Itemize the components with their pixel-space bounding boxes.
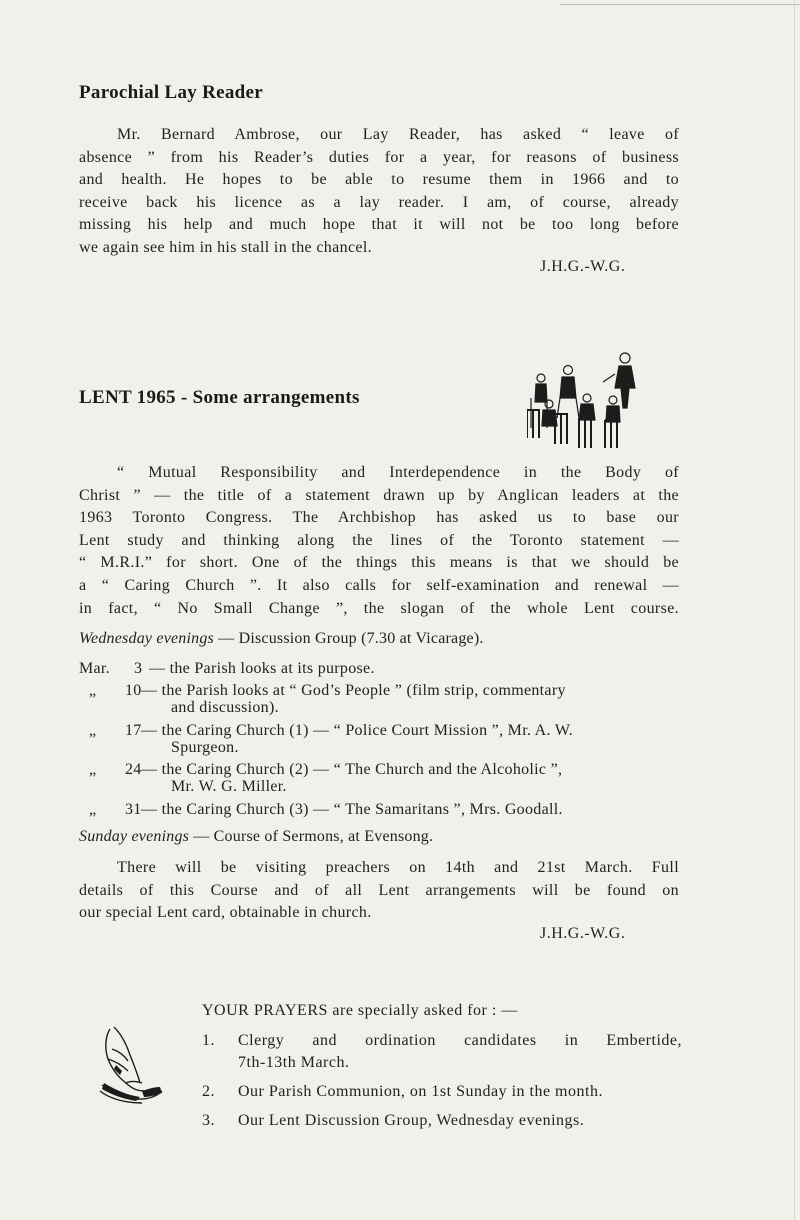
ditto-mark: „ <box>89 761 97 778</box>
day-number: 31 <box>125 801 142 818</box>
sunday-label: Sunday evenings <box>79 828 190 845</box>
text-line: 1963 Toronto Congress. The Archbishop has asked us to base our <box>79 509 679 527</box>
schedule-text-cont: and discussion). <box>171 699 279 716</box>
discussion-group-illustration <box>527 348 645 452</box>
text-line: missing his help and much hope that it will not be too long before <box>79 216 679 234</box>
text-line: and health. He hopes to be able to resume them in 1966 and to <box>79 171 679 189</box>
item-text: Clergy and ordination candidates in Embertide, <box>238 1032 682 1049</box>
day-number: 3 <box>134 660 143 677</box>
text-line: absence ” from his Reader’s duties for a year, for reasons of business <box>79 148 679 166</box>
text-line: a “ Caring Church ”. It also calls for self-examination and renewal — <box>79 576 679 594</box>
item-number: 3. <box>202 1112 215 1129</box>
wednesday-label: Wednesday evenings <box>79 630 214 647</box>
day-number: 24 <box>125 761 142 778</box>
text-line: “ Mutual Responsibility and Interdependence in the Body of <box>117 464 679 481</box>
item-text-cont: 7th-13th March. <box>238 1054 350 1071</box>
ditto-mark: „ <box>89 722 97 739</box>
right-edge-line <box>794 0 795 1220</box>
day-number: 17 <box>125 722 142 739</box>
ditto-mark: „ <box>89 682 97 699</box>
text-line: Christ ” — the title of a statement drawn up by Anglican leaders at the <box>79 486 679 504</box>
schedule-text-cont: Mr. W. G. Miller. <box>171 778 287 795</box>
schedule-text-cont: Spurgeon. <box>171 739 239 756</box>
wednesday-line <box>79 628 679 651</box>
text-line: we again see him in his stall in the chancel. <box>79 238 372 256</box>
sunday-detail: — Course of Sermons, at Evensong. <box>189 828 434 845</box>
item-number: 2. <box>202 1083 215 1100</box>
schedule-text: the Caring Church (3) — “ The Samaritans ”, Mrs. Goodall. <box>161 801 563 818</box>
wednesday-detail: — Discussion Group (7.30 at Vicarage). <box>213 630 484 647</box>
text-line: There will be visiting preachers on 14th and 21st March. Full <box>117 859 679 876</box>
item-number: 1. <box>202 1032 215 1049</box>
text-line: “ M.R.I.” for short. One of the things this means is that we should be <box>79 554 679 572</box>
ditto-mark: „ <box>89 801 97 818</box>
signature: J.H.G.-W.G. <box>540 258 626 275</box>
month-label: Mar. <box>79 660 110 677</box>
schedule-text: the Parish looks at its purpose. <box>169 660 375 677</box>
section-title-lay-reader: Parochial Lay Reader <box>79 82 264 103</box>
prayers-heading: YOUR PRAYERS are specially asked for : — <box>202 1002 518 1019</box>
text-line: receive back his licence as a lay reader. I am, of course, already <box>79 193 679 211</box>
schedule-text: the Parish looks at “ God’s People ” (film strip, commentary <box>161 682 566 699</box>
dash: — <box>141 761 162 778</box>
text-line: Lent study and thinking along the lines of the Toronto statement — <box>79 531 679 549</box>
dash: — <box>141 722 162 739</box>
schedule-text: the Caring Church (2) — “ The Church and the Alcoholic ”, <box>161 761 563 778</box>
sunday-line <box>79 826 679 849</box>
text-line: details of this Course and of all Lent arrangements will be found on <box>79 881 679 899</box>
signature: J.H.G.-W.G. <box>540 925 626 942</box>
section-title-lent: LENT 1965 - Some arrangements <box>79 387 360 408</box>
top-edge-line <box>560 4 800 5</box>
schedule-text: the Caring Church (1) — “ Police Court Mission ”, Mr. A. W. <box>161 722 574 739</box>
item-text: Our Parish Communion, on 1st Sunday in the month. <box>238 1083 603 1100</box>
day-number: 10 <box>125 682 142 699</box>
lay-reader-paragraph <box>79 124 679 260</box>
closing-paragraph <box>79 857 679 925</box>
lent-intro-paragraph <box>79 462 679 620</box>
dash: — <box>141 682 162 699</box>
text-line: in fact, “ No Small Change ”, the slogan of the whole Lent course. <box>79 599 679 617</box>
item-text: Our Lent Discussion Group, Wednesday evenings. <box>238 1112 585 1129</box>
text-line: Mr. Bernard Ambrose, our Lay Reader, has asked “ leave of <box>117 126 679 143</box>
dash: — <box>141 801 162 818</box>
praying-hands-icon <box>96 1025 164 1105</box>
text-line: our special Lent card, obtainable in church. <box>79 904 372 922</box>
dash: — <box>149 660 170 677</box>
